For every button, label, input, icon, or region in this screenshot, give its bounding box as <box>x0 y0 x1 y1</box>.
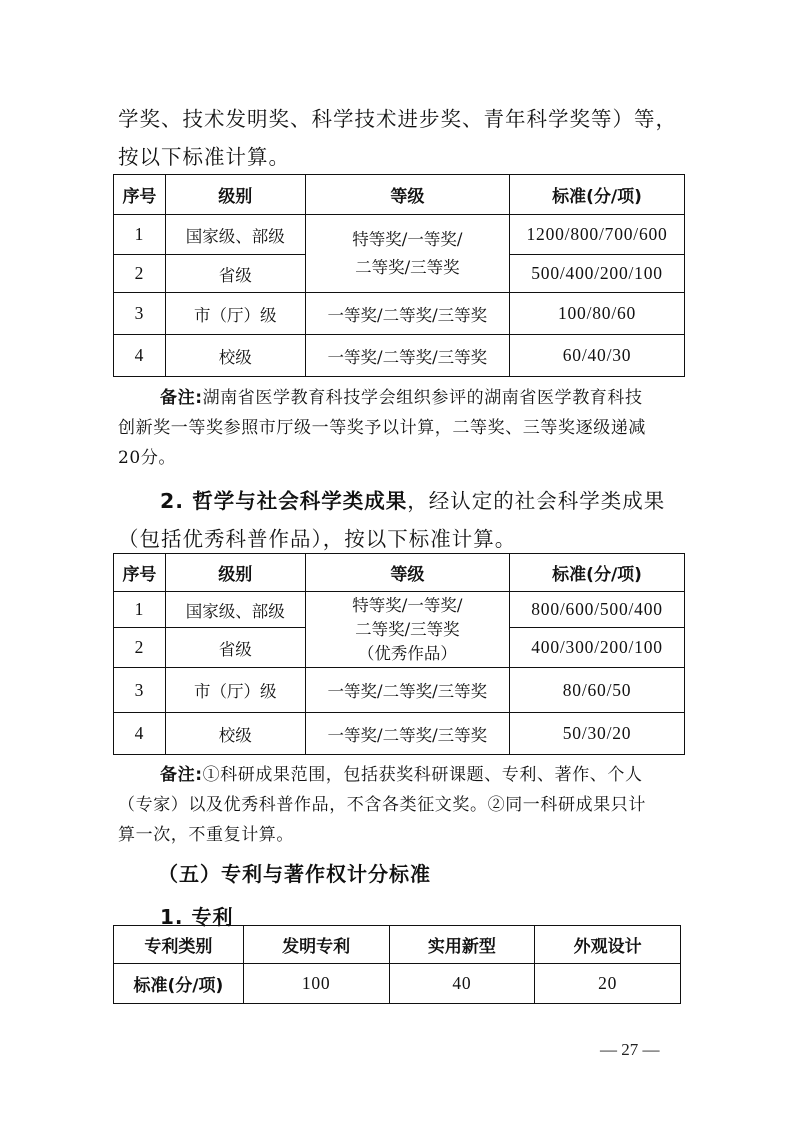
table-row <box>114 668 685 713</box>
cell-no: 3 <box>114 668 166 713</box>
cell-level: 校级 <box>165 713 305 755</box>
cell-no: 2 <box>114 255 166 293</box>
col-header-grade: 等级 <box>305 175 509 215</box>
col-header-patent-type: 专利类别 <box>114 926 244 964</box>
cell-no: 4 <box>114 335 166 377</box>
cell-grade: 一等奖/二等奖/三等奖 <box>305 293 509 335</box>
science-awards-table <box>113 174 685 377</box>
cell-level: 国家级、部级 <box>165 215 305 255</box>
cell-level: 市（厅）级 <box>165 293 305 335</box>
col-header-design: 外观设计 <box>535 926 681 964</box>
col-header-invention: 发明专利 <box>243 926 389 964</box>
table-row <box>114 964 681 1004</box>
cell-standard: 50/30/20 <box>510 713 685 755</box>
table-row <box>114 215 685 255</box>
cell-standard: 500/400/200/100 <box>510 255 685 293</box>
cell-no: 3 <box>114 293 166 335</box>
note-line-2: 创新奖一等奖参照市厅级一等奖予以计算，二等奖、三等奖逐级递减 <box>118 418 646 438</box>
table-row <box>114 592 685 628</box>
cell-level: 省级 <box>165 628 305 668</box>
cell-grade: 一等奖/二等奖/三等奖 <box>305 335 509 377</box>
cell-no: 1 <box>114 592 166 628</box>
cell-standard: 1200/800/700/600 <box>510 215 685 255</box>
row-header-standard: 标准(分/项) <box>114 964 244 1004</box>
col-header-level: 级别 <box>165 175 305 215</box>
cell-design-value: 20 <box>535 964 681 1004</box>
section-2-text: ，经认定的社会科学类成果 <box>407 489 666 513</box>
page-number: — 27 — <box>600 1040 660 1059</box>
intro-line-1: 学奖、技术发明奖、科学技术进步奖、青年科学奖等）等， <box>118 107 677 131</box>
note-1 <box>118 383 684 473</box>
table-header-row <box>114 554 685 592</box>
note-line-1: ①科研成果范围，包括获奖科研课题、专利、著作、个人 <box>202 765 643 785</box>
note-line-3: 20分。 <box>118 448 177 468</box>
col-header-standard: 标准(分/项) <box>510 175 685 215</box>
cell-grade-merged <box>305 592 509 668</box>
section-5-heading: （五）专利与著作权计分标准 <box>158 862 431 886</box>
cell-no: 4 <box>114 713 166 755</box>
cell-grade-merged <box>305 215 509 293</box>
table-header-row <box>114 175 685 215</box>
subsection-patent-heading: 1. 专利 <box>160 905 234 929</box>
cell-invention-value: 100 <box>243 964 389 1004</box>
cell-level: 省级 <box>165 255 305 293</box>
col-header-no: 序号 <box>114 554 166 592</box>
grade-line-1: 特等奖/一等奖/ <box>352 595 463 615</box>
cell-standard: 800/600/500/400 <box>510 592 685 628</box>
col-header-utility-model: 实用新型 <box>389 926 535 964</box>
table-row <box>114 713 685 755</box>
cell-grade: 一等奖/二等奖/三等奖 <box>305 668 509 713</box>
table-row <box>114 335 685 377</box>
grade-line-2: 二等奖/三等奖 <box>355 257 460 277</box>
grade-line-1: 特等奖/一等奖/ <box>352 229 463 249</box>
table-header-row <box>114 926 681 964</box>
section-2-heading: 2. 哲学与社会科学类成果 <box>160 489 408 513</box>
note-label: 备注: <box>160 388 203 408</box>
col-header-standard: 标准(分/项) <box>510 554 685 592</box>
intro-line-2: 按以下标准计算。 <box>118 145 290 169</box>
col-header-grade: 等级 <box>305 554 509 592</box>
cell-level: 国家级、部级 <box>165 592 305 628</box>
social-science-table <box>113 553 685 755</box>
grade-line-2: 二等奖/三等奖 <box>355 619 460 639</box>
note-line-2: （专家）以及优秀科普作品，不含各类征文奖。②同一科研成果只计 <box>118 795 646 815</box>
cell-standard: 60/40/30 <box>510 335 685 377</box>
note-line-1: 湖南省医学教育科技学会组织参评的湖南省医学教育科技 <box>202 388 643 408</box>
cell-standard: 400/300/200/100 <box>510 628 685 668</box>
patent-table <box>113 925 681 1004</box>
cell-standard: 100/80/60 <box>510 293 685 335</box>
table-row <box>114 293 685 335</box>
grade-line-3: （优秀作品） <box>357 643 457 663</box>
section-2-paragraph <box>118 482 688 558</box>
cell-level: 校级 <box>165 335 305 377</box>
cell-level: 市（厅）级 <box>165 668 305 713</box>
note-line-3: 算一次，不重复计算。 <box>118 825 294 845</box>
intro-paragraph <box>118 100 688 176</box>
cell-grade: 一等奖/二等奖/三等奖 <box>305 713 509 755</box>
cell-no: 1 <box>114 215 166 255</box>
cell-utility-value: 40 <box>389 964 535 1004</box>
note-label: 备注: <box>160 765 203 785</box>
col-header-level: 级别 <box>165 554 305 592</box>
cell-standard: 80/60/50 <box>510 668 685 713</box>
cell-no: 2 <box>114 628 166 668</box>
col-header-no: 序号 <box>114 175 166 215</box>
section-2-line-2: （包括优秀科普作品），按以下标准计算。 <box>118 527 517 551</box>
note-2 <box>118 760 684 850</box>
